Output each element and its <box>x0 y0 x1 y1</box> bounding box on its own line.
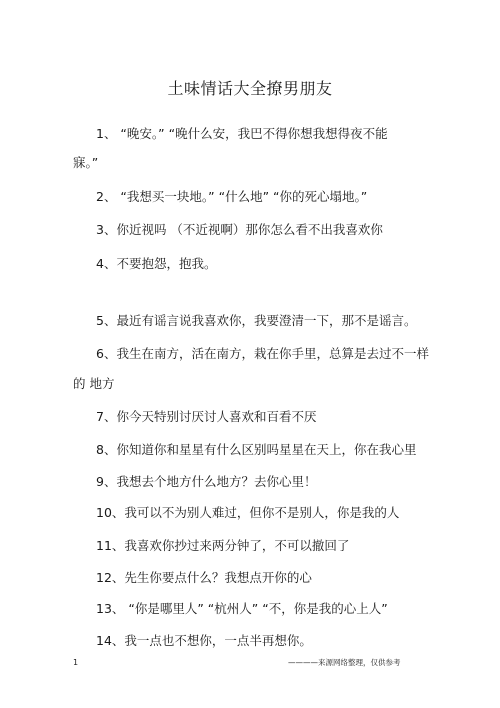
list-item: 2、 “我想买一块地。” “什么地” “你的死心塌地。” <box>96 189 368 204</box>
list-item: 的 地方 <box>73 376 115 391</box>
list-item: 5、最近有谣言说我喜欢你，我要澄清一下，那不是谣言。 <box>96 313 417 328</box>
list-item: 9、我想去个地方什么地方？去你心里！ <box>96 474 317 489</box>
list-item: 14、我一点也不想你，一点半再想你。 <box>96 633 312 648</box>
list-item: 10、我可以不为别人难过，但你不是别人，你是我的人 <box>96 505 400 520</box>
page-number: 1 <box>73 658 79 667</box>
list-item: 4、不要抱怨，抱我。 <box>96 256 217 271</box>
page-title: 土味情话大全撩男朋友 <box>167 79 333 98</box>
footer-note: ————来源网络整理，仅供参考 <box>288 658 401 667</box>
list-item: 1、 “晚安。” “晚什么安，我巴不得你想我想得夜不能 <box>96 126 388 141</box>
list-item: 12、先生你要点什么？我想点开你的心 <box>96 570 312 585</box>
list-item: 7、你今天特别讨厌讨人喜欢和百看不厌 <box>96 409 317 424</box>
list-item: 6、我生在南方，活在南方，栽在你手里，总算是去过不一样 <box>96 346 429 361</box>
list-item: 13、 “你是哪里人” “杭州人” “不，你是我的心上人” <box>96 601 388 616</box>
list-item: 11、我喜欢你抄过来两分钟了，不可以撤回了 <box>96 538 350 553</box>
list-item: 寐。” <box>73 155 99 170</box>
list-item: 3、你近视吗 （不近视啊）那你怎么看不出我喜欢你 <box>96 222 383 237</box>
list-item: 8、你知道你和星星有什么区别吗星星在天上，你在我心里 <box>96 442 417 457</box>
